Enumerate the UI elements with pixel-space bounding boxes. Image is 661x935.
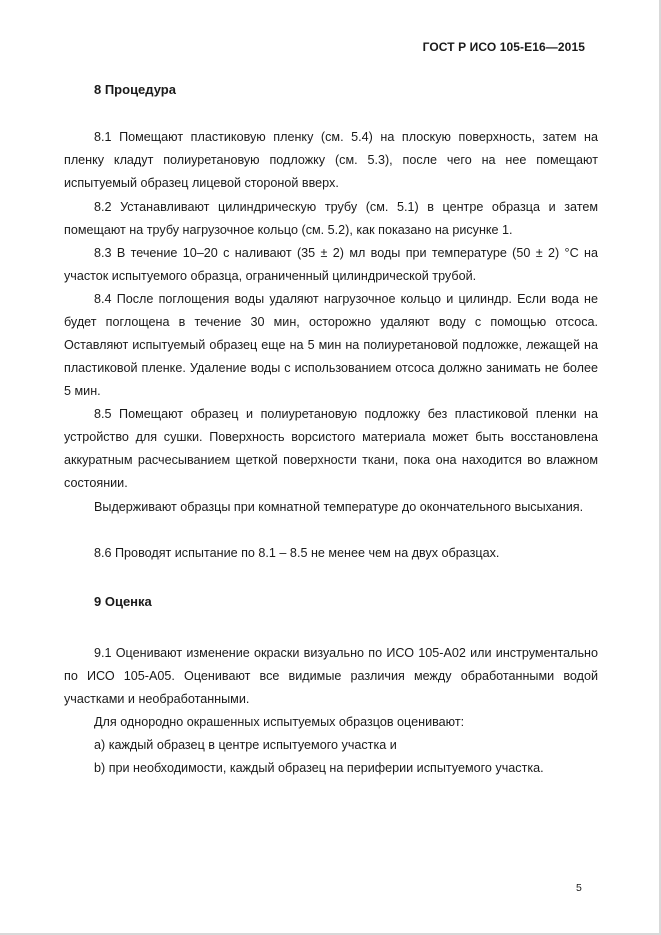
section-9-heading: 9 Оценка: [94, 594, 152, 609]
paragraph-8-3: 8.3 В течение 10–20 с наливают (35 ± 2) мл воды при температуре (50 ± 2) °С на участок испытуемого образца, ограниченный цилиндрической трубой.: [64, 246, 598, 283]
list-item-b: b) при необходимости, каждый образец на периферии испытуемого участка.: [94, 761, 544, 775]
paragraph-uniform-samples: Для однородно окрашенных испытуемых образцов оценивают:: [94, 715, 465, 729]
paragraph-8-1: 8.1 Помещают пластиковую пленку (см. 5.4) на плоскую поверхность, затем на пленку кладут полиуретановую подложку (см. 5.3), после чего на нее помещают испытуемый образец лицевой стороной вверх.: [64, 130, 598, 190]
paragraph-8-4: 8.4 После поглощения воды удаляют нагрузочное кольцо и цилиндр. Если вода не будет поглощена в течение 30 мин, осторожно удаляют воду с помощью отсоса. Оставляют испытуемый образец еще на 5 мин на полиуретановой подложке, лежащей на пластиковой пленке. Удаление воды с использованием отсоса должно занимать не более 5 мин.: [64, 292, 598, 398]
paragraph-8-5: 8.5 Помещают образец и полиуретановую подложку без пластиковой пленки на устройство для сушки. Поверхность ворсистого материала может быть восстановлена аккуратным расчесыванием щеткой поверхности ткани, пока она находится во влажном состоянии.: [64, 407, 598, 490]
paragraph-8-6: 8.6 Проводят испытание по 8.1 – 8.5 не менее чем на двух образцах.: [94, 546, 500, 560]
page-number: 5: [576, 882, 582, 894]
paragraph-drying: Выдерживают образцы при комнатной температуре до окончательного высыхания.: [94, 500, 584, 514]
paragraph-9-1: 9.1 Оценивают изменение окраски визуально по ИСО 105-A02 или инструментально по ИСО 105-A05. Оценивают все видимые различия между обработанными водой участками и необработанными.: [64, 646, 598, 706]
list-item-a: a) каждый образец в центре испытуемого участка и: [94, 738, 397, 752]
section-8-heading: 8 Процедура: [94, 82, 176, 97]
document-header: ГОСТ Р ИСО 105-E16—2015: [422, 40, 585, 54]
paragraph-8-2: 8.2 Устанавливают цилиндрическую трубу (см. 5.1) в центре образца и затем помещают на трубу нагрузочное кольцо (см. 5.2), как показано на рисунке 1.: [64, 200, 598, 237]
